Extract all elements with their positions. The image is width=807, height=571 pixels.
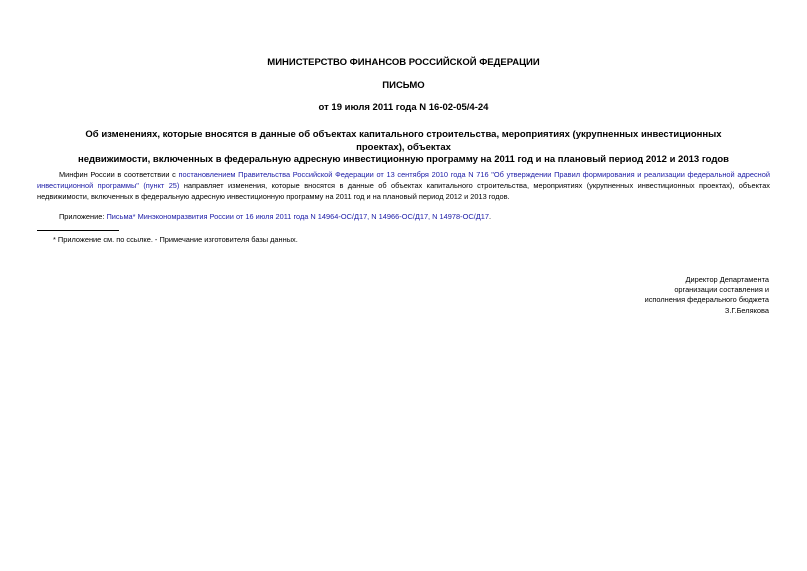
- body-paragraph-attachment: [37, 211, 770, 222]
- attachment-letters-link[interactable]: Письма* Минэкономразвития России от 16 июля 2011 года N 14964-ОС/Д17, N 14966-ОС/Д17, N 14978-ОС/Д17: [106, 212, 489, 221]
- document-date-number: от 19 июля 2011 года N 16-02-05/4-24: [318, 102, 489, 113]
- body-paragraph-1-rest: направляет изменения, которые вносятся в данные об объектах капитального строительства, мероприятиях (укрупненных инвестиционных проектах), объектах недвижимости, включенных в федеральную адресную инвестиционную программу на 2011 год и на плановый период 2012 и 2013 годов.: [37, 181, 771, 201]
- signature-line-2: организации составления и: [674, 285, 769, 295]
- signature-block: [645, 275, 769, 316]
- attachment-label: Приложение:: [59, 212, 107, 221]
- document-title-line-1: Об изменениях, которые вносятся в данные об объектах капитального строительства, мероприятиях (укрупненных инвестиционных проектах), объектах: [85, 129, 722, 153]
- attachment-period: .: [488, 212, 491, 221]
- signature-name: З.Г.Белякова: [724, 305, 769, 315]
- document-title: [60, 129, 747, 167]
- ministry-heading: МИНИСТЕРСТВО ФИНАНСОВ РОССИЙСКОЙ ФЕДЕРАЦИИ: [267, 57, 540, 68]
- signature-line-1: Директор Департамента: [685, 275, 769, 284]
- footnote-divider: [37, 230, 119, 231]
- signature-line-3: исполнения федерального бюджета: [644, 295, 769, 305]
- body-paragraph-1: [37, 169, 770, 202]
- resolution-716-link[interactable]: постановлением Правительства Российской Федерации от 13 сентября 2010 года N 716 "Об утверждении Правил формирования и реализации федеральной адресной инвестиционной программы" (пункт 25): [37, 170, 770, 190]
- body-paragraph-1-lead: Минфин России в соответствии с: [59, 170, 179, 179]
- footnote: * Приложение см. по ссылке. - Примечание изготовителя базы данных.: [53, 235, 298, 244]
- document-title-line-2: недвижимости, включенных в федеральную адресную инвестиционную программу на 2011 год и на плановый период 2012 и 2013 годов: [77, 154, 730, 165]
- document-type-heading: ПИСЬМО: [382, 80, 425, 91]
